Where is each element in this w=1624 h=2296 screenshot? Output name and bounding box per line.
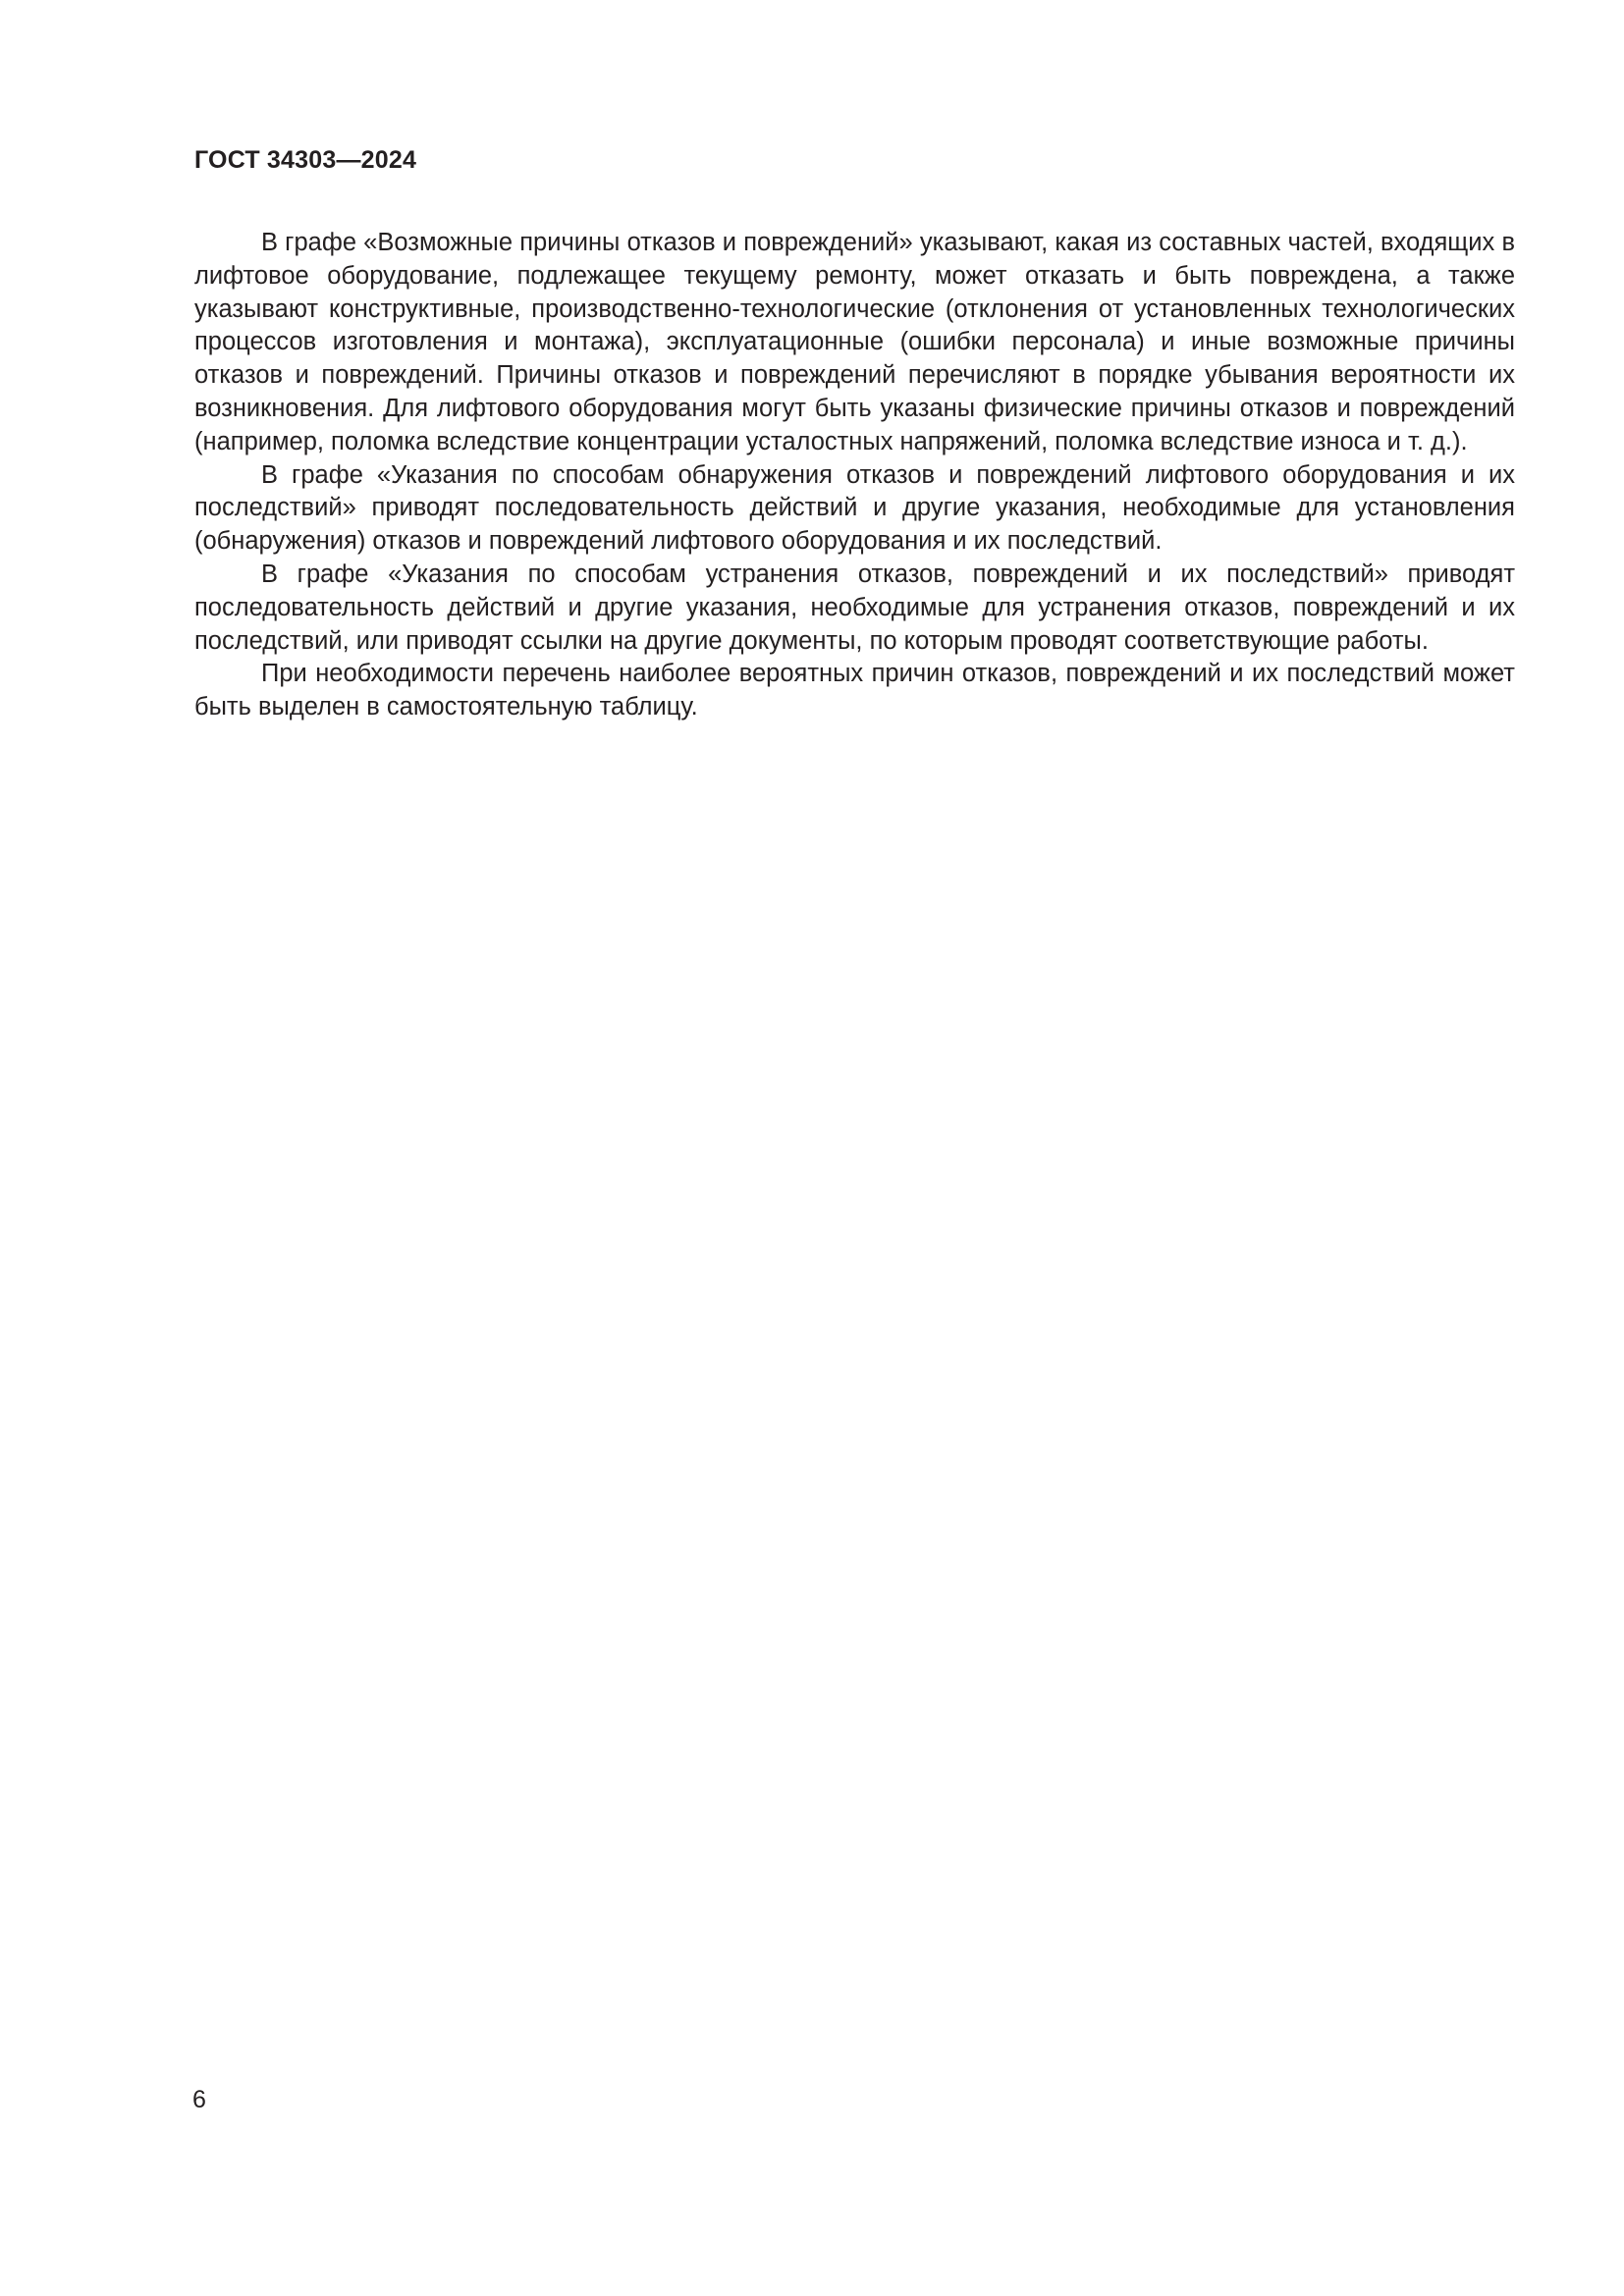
page-number: 6 bbox=[192, 2086, 206, 2113]
page-header-standard-designation: ГОСТ 34303—2024 bbox=[194, 146, 417, 174]
paragraph-separate-table: При необходимости перечень наиболее вероятных причин отказов, повреждений и их последствий может быть выделен в самостоятельную таблицу. bbox=[194, 660, 1515, 721]
paragraph-elimination-methods: В графе «Указания по способам устранения отказов, повреждений и их последствий» приводят последовательность действий и другие указания, необходимые для устранения отказов, повреждений и их последствий, или приводят ссылки на другие документы, по которым проводят соответствующие работы. bbox=[194, 560, 1515, 655]
body-text bbox=[194, 227, 1515, 724]
paragraph-detection-methods: В графе «Указания по способам обнаружения отказов и повреждений лифтового оборудования и их последствий» приводят последовательность действий и другие указания, необходимые для установления (обнаружения) отказов и повреждений лифтового оборудования и их последствий. bbox=[194, 460, 1515, 556]
paragraph-failure-causes: В графе «Возможные причины отказов и повреждений» указывают, какая из составных частей, входящих в лифтовое оборудование, подлежащее текущему ремонту, может отказать и быть повреждена, а также указывают конструктивные, производственно-технологические (отклонения от установленных технологических процессов изготовления и монтажа), эксплуатационные (ошибки персонала) и иные возможные причины отказов и повреждений. Причины отказов и повреждений перечисляют в порядке убывания вероятности их возникновения. Для лифтового оборудования могут быть указаны физические причины отказов и повреждений (например, поломка вследствие концентрации усталостных напряжений, поломка вследствие износа и т. д.). bbox=[194, 229, 1515, 455]
